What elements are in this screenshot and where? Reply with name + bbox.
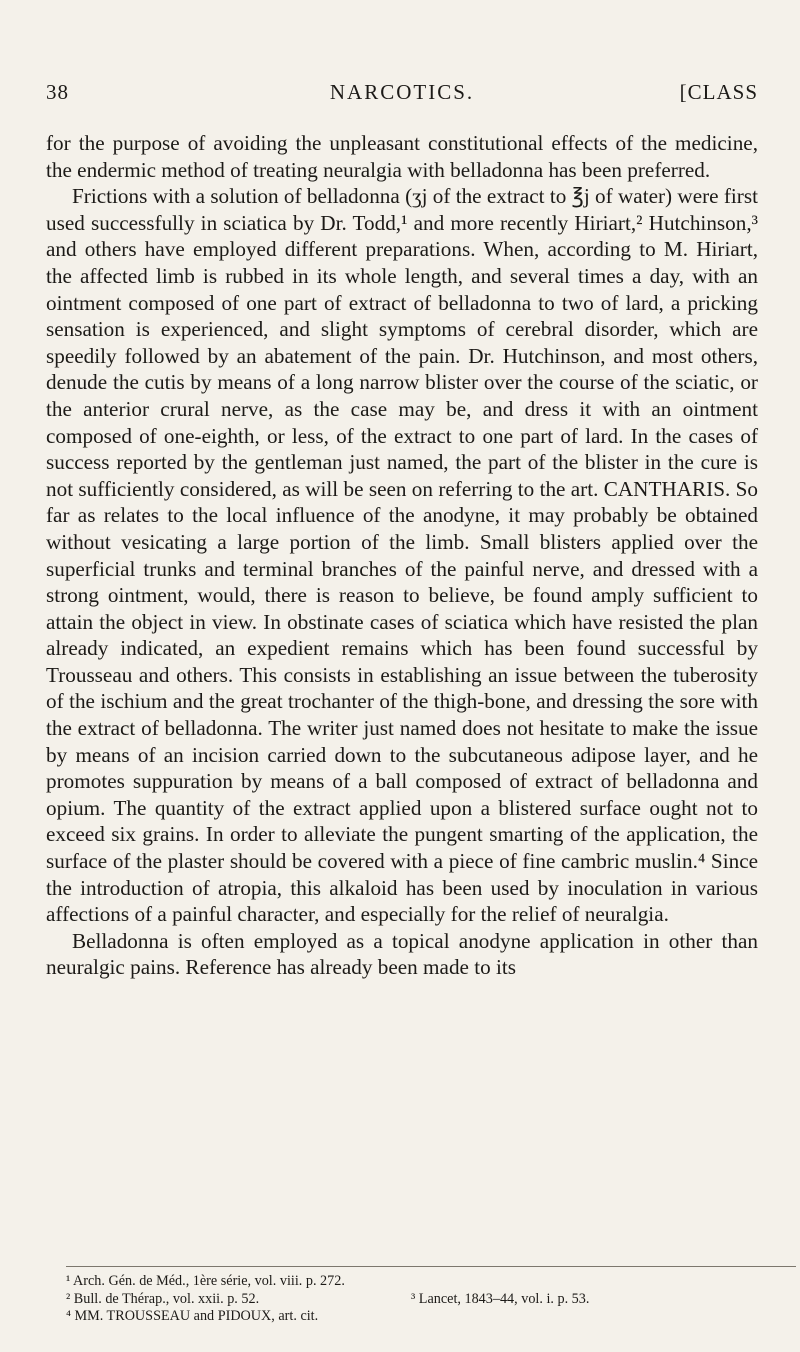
page-number: 38 bbox=[46, 80, 69, 104]
footnote-line-3 bbox=[46, 1308, 758, 1326]
running-title: NARCOTICS. bbox=[329, 80, 475, 104]
footnote-3: ³ Lancet, 1843–44, vol. i. p. 53. bbox=[411, 1290, 590, 1307]
paragraph-3: Belladonna is often employed as a topical anodyne application in other than neuralgic pains. Reference has already been made to its bbox=[46, 928, 758, 980]
footnote-rule bbox=[66, 1266, 796, 1267]
paragraph-1: for the purpose of avoiding the unpleasant constitutional effects of the medicine, the endermic method of treating neuralgia with belladonna has been preferred. bbox=[46, 131, 758, 182]
footnote-4: ⁴ MM. TROUSSEAU and PIDOUX, art. cit. bbox=[66, 1308, 319, 1324]
body-text bbox=[46, 130, 758, 981]
running-head bbox=[46, 80, 758, 110]
footnote-2: ² Bull. de Thérap., vol. xxii. p. 52. bbox=[66, 1290, 260, 1307]
paragraph-2: Frictions with a solution of belladonna (ʒj of the extract to ℥j of water) were first used successfully in sciatica by Dr. Todd,¹ and more recently Hiriart,² Hutchinson,³ and others have employed different preparations. When, according to M. Hiriart, the affected limb is rubbed in its whole length, and several times a day, with an ointment composed of one part of extract of belladonna to two of lard, a pricking sensation is experienced, and slight symptoms of cerebral disorder, which are speedily followed by an abatement of the pain. Dr. Hutchinson, and most others, denude the cutis by means of a long narrow blister over the course of the sciatic, or the anterior crural nerve, as the case may be, and dress it with an ointment composed of one-eighth, or less, of the extract to one part of lard. In the cases of success reported by the gentleman just named, the part of the blister in the cure is not sufficiently considered, as will be seen on referring to the art. CANTHARIS. So far as relates to the local influence of the anodyne, it may probably be obtained without vesicating a large portion of the limb. Small blisters applied over the superficial trunks and terminal branches of the painful nerve, and dressed with a strong ointment, would, there is reason to believe, be found amply sufficient to attain the object in view. In obstinate cases of sciatica which have resisted the plan already indicated, an expedient remains which has been found successful by Trousseau and others. This consists in establishing an issue between the tuberosity of the ischium and the great trochanter of the thigh-bone, and dressing the sore with the extract of belladonna. The writer just named does not hesitate to make the issue by means of an incision carried down to the subcutaneous adipose layer, and he promotes suppuration by means of a ball composed of extract of belladonna and opium. The quantity of the extract applied upon a blistered surface ought not to exceed six grains. In order to alleviate the pungent smarting of the application, the surface of the plaster should be covered with a piece of fine cambric muslin.⁴ Since the introduction of atropia, this alkaloid has been used by inoculation in various affections of a painful character, and especially for the relief of neuralgia. bbox=[46, 184, 758, 927]
footnote-line-2 bbox=[46, 1291, 758, 1309]
footnotes bbox=[46, 1273, 758, 1326]
class-mark: [CLASS bbox=[679, 80, 758, 104]
footnote-1: ¹ Arch. Gén. de Méd., 1ère série, vol. viii. p. 272. bbox=[66, 1273, 345, 1289]
footnote-line-1 bbox=[46, 1273, 758, 1291]
